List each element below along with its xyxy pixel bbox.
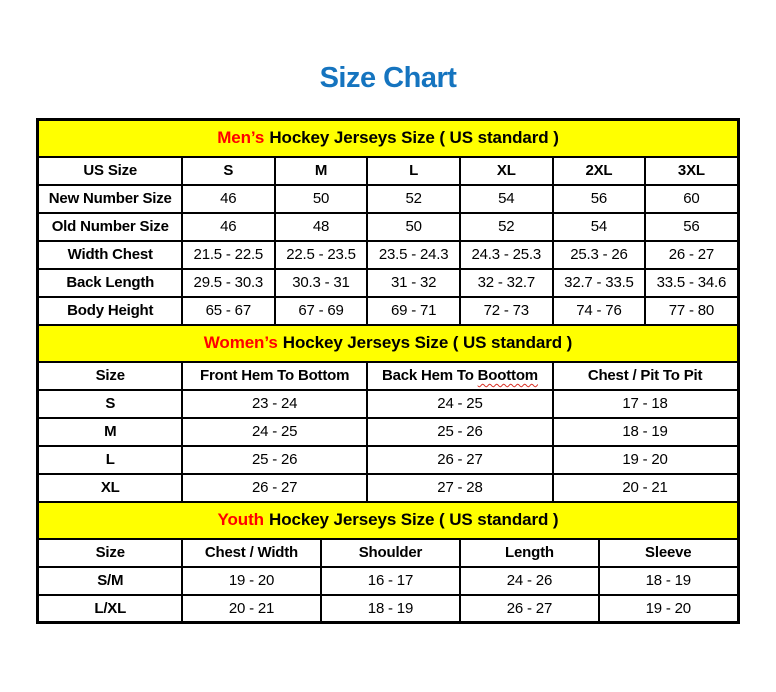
table-row-women-m bbox=[38, 418, 738, 446]
column-header-s: S bbox=[182, 157, 275, 185]
column-header-front-hem: Front Hem To Bottom bbox=[182, 362, 367, 390]
table-row-back-length bbox=[38, 269, 738, 297]
table-cell: 19 - 20 bbox=[599, 595, 738, 623]
row-label: M bbox=[38, 418, 182, 446]
youth-banner-title: Hockey Jerseys Size ( US standard ) bbox=[269, 510, 559, 529]
table-cell: 20 - 21 bbox=[182, 595, 321, 623]
table-cell: 25.3 - 26 bbox=[553, 241, 646, 269]
column-header-l: L bbox=[367, 157, 460, 185]
page-title: Size Chart bbox=[319, 62, 457, 94]
table-cell: 74 - 76 bbox=[553, 297, 646, 325]
table-cell: 48 bbox=[275, 213, 368, 241]
womens-banner-cell bbox=[38, 325, 738, 362]
womens-banner-highlight: Women’s bbox=[203, 333, 278, 352]
column-header-3xl: 3XL bbox=[645, 157, 738, 185]
table-row-women-xl bbox=[38, 474, 738, 502]
table-cell: 16 - 17 bbox=[321, 567, 460, 595]
womens-header-row bbox=[38, 362, 738, 390]
back-hem-label-prefix: Back Hem To bbox=[381, 367, 478, 384]
table-cell: 77 - 80 bbox=[645, 297, 738, 325]
row-label: Back Length bbox=[38, 269, 182, 297]
table-cell: 27 - 28 bbox=[367, 474, 552, 502]
table-cell: 52 bbox=[460, 213, 553, 241]
table-cell: 50 bbox=[275, 185, 368, 213]
table-cell: 46 bbox=[182, 185, 275, 213]
column-header-us-size: US Size bbox=[38, 157, 182, 185]
row-label: S/M bbox=[38, 567, 182, 595]
table-cell: 17 - 18 bbox=[553, 390, 738, 418]
table-cell: 26 - 27 bbox=[367, 446, 552, 474]
table-cell: 69 - 71 bbox=[367, 297, 460, 325]
table-row-women-s bbox=[38, 390, 738, 418]
table-row-women-l bbox=[38, 446, 738, 474]
column-header-length: Length bbox=[460, 539, 599, 567]
table-cell: 25 - 26 bbox=[367, 418, 552, 446]
column-header-size: Size bbox=[38, 539, 182, 567]
table-cell: 26 - 27 bbox=[182, 474, 367, 502]
table-cell: 23.5 - 24.3 bbox=[367, 241, 460, 269]
row-label: L/XL bbox=[38, 595, 182, 623]
column-header-chest-width: Chest / Width bbox=[182, 539, 321, 567]
table-row-new-number-size bbox=[38, 185, 738, 213]
table-cell: 32.7 - 33.5 bbox=[553, 269, 646, 297]
mens-header-row bbox=[38, 157, 738, 185]
table-cell: 56 bbox=[553, 185, 646, 213]
table-cell: 19 - 20 bbox=[553, 446, 738, 474]
table-cell: 24 - 25 bbox=[367, 390, 552, 418]
mens-banner-highlight: Men’s bbox=[217, 128, 265, 148]
table-cell: 20 - 21 bbox=[553, 474, 738, 502]
table-row-youth-sm bbox=[38, 567, 738, 595]
youth-banner-highlight: Youth bbox=[217, 510, 264, 529]
table-row-old-number-size bbox=[38, 213, 738, 241]
mens-banner-title: Hockey Jerseys Size ( US standard ) bbox=[269, 128, 559, 148]
row-label: XL bbox=[38, 474, 182, 502]
column-header-sleeve: Sleeve bbox=[599, 539, 738, 567]
table-cell: 26 - 27 bbox=[645, 241, 738, 269]
table-cell: 24.3 - 25.3 bbox=[460, 241, 553, 269]
table-cell: 23 - 24 bbox=[182, 390, 367, 418]
column-header-back-hem bbox=[367, 362, 552, 390]
table-cell: 67 - 69 bbox=[275, 297, 368, 325]
table-cell: 26 - 27 bbox=[460, 595, 599, 623]
column-header-m: M bbox=[275, 157, 368, 185]
table-cell: 24 - 26 bbox=[460, 567, 599, 595]
table-cell: 50 bbox=[367, 213, 460, 241]
table-cell: 18 - 19 bbox=[599, 567, 738, 595]
mens-section-banner bbox=[38, 120, 738, 157]
womens-section-banner bbox=[38, 325, 738, 362]
back-hem-misspelled-word: Boottom bbox=[477, 367, 538, 384]
youth-section-banner bbox=[38, 502, 738, 539]
row-label: L bbox=[38, 446, 182, 474]
table-row-youth-lxl bbox=[38, 595, 738, 623]
table-cell: 24 - 25 bbox=[182, 418, 367, 446]
row-label: Body Height bbox=[38, 297, 182, 325]
table-cell: 46 bbox=[182, 213, 275, 241]
row-label: Old Number Size bbox=[38, 213, 182, 241]
column-header-size: Size bbox=[38, 362, 182, 390]
table-cell: 54 bbox=[553, 213, 646, 241]
mens-banner-cell bbox=[38, 120, 738, 157]
youth-banner-cell bbox=[38, 502, 738, 539]
table-cell: 19 - 20 bbox=[182, 567, 321, 595]
table-cell: 32 - 32.7 bbox=[460, 269, 553, 297]
row-label: New Number Size bbox=[38, 185, 182, 213]
table-cell: 22.5 - 23.5 bbox=[275, 241, 368, 269]
table-cell: 56 bbox=[645, 213, 738, 241]
table-cell: 29.5 - 30.3 bbox=[182, 269, 275, 297]
table-cell: 25 - 26 bbox=[182, 446, 367, 474]
table-cell: 72 - 73 bbox=[460, 297, 553, 325]
row-label: S bbox=[38, 390, 182, 418]
table-cell: 18 - 19 bbox=[321, 595, 460, 623]
column-header-2xl: 2XL bbox=[553, 157, 646, 185]
column-header-chest-pit: Chest / Pit To Pit bbox=[553, 362, 738, 390]
table-cell: 52 bbox=[367, 185, 460, 213]
table-cell: 54 bbox=[460, 185, 553, 213]
table-cell: 18 - 19 bbox=[553, 418, 738, 446]
table-cell: 21.5 - 22.5 bbox=[182, 241, 275, 269]
womens-banner-title: Hockey Jerseys Size ( US standard ) bbox=[282, 333, 573, 352]
table-cell: 30.3 - 31 bbox=[275, 269, 368, 297]
table-cell: 33.5 - 34.6 bbox=[645, 269, 738, 297]
table-cell: 60 bbox=[645, 185, 738, 213]
table-row-width-chest bbox=[38, 241, 738, 269]
column-header-shoulder: Shoulder bbox=[321, 539, 460, 567]
table-cell: 65 - 67 bbox=[182, 297, 275, 325]
table-row-body-height bbox=[38, 297, 738, 325]
column-header-xl: XL bbox=[460, 157, 553, 185]
table-cell: 31 - 32 bbox=[367, 269, 460, 297]
row-label: Width Chest bbox=[38, 241, 182, 269]
youth-header-row bbox=[38, 539, 738, 567]
size-chart-table bbox=[36, 118, 739, 624]
